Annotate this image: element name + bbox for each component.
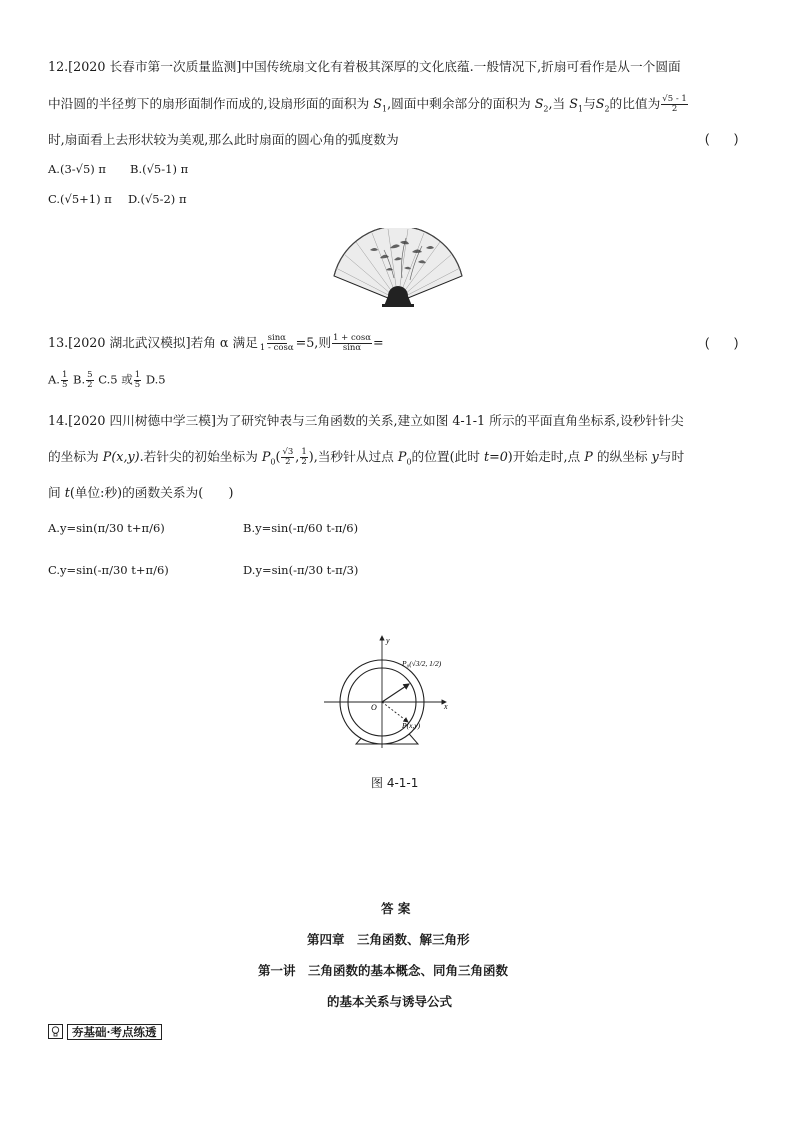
q12-line2-c: ,当 [548, 96, 570, 111]
q13-stem-c: = [372, 335, 384, 350]
t-equals-zero: t=0 [483, 449, 508, 464]
q13-given-numerator: sinα [267, 333, 286, 344]
q13-given-fraction [259, 334, 295, 353]
q14-line3-b: (单位:秒)的函数关系为( ) [69, 485, 234, 500]
q14-option-d: D.y=sin(-π/30 t-π/3) [243, 563, 359, 577]
q12-option-d: D.(√5-2) π [128, 192, 187, 206]
q13-answer-bracket: ( ) [705, 336, 739, 350]
p0-point-label: P₀(√3/2, 1/2) [402, 659, 442, 668]
p0-symbol: P [261, 449, 271, 464]
s1-subscript-2: 1 [577, 104, 584, 114]
q14-line2-d: 的位置(此时 [411, 449, 484, 464]
q13-stem [48, 332, 384, 353]
q12-line2-d: 与 [583, 96, 596, 111]
q14-line3-a: 间 [48, 485, 65, 500]
q13-option-d: D.5 [145, 372, 166, 387]
q13-target-denominator: sinα [342, 343, 362, 353]
q12-answer-bracket: ( ) [705, 132, 739, 146]
s1-symbol: S [373, 96, 382, 111]
p-symbol: P [584, 449, 593, 464]
section-tag [48, 1024, 162, 1039]
axis-y-label: y [386, 636, 390, 645]
q13-option-a-den: 5 [61, 379, 68, 390]
ratio-fraction [661, 95, 688, 114]
q14-line1: 14.[2020 四川树德中学三模]为了研究钟表与三角函数的关系,建立如图 4-1-1 所示的平面直角坐标系,设秒针针尖 [48, 413, 684, 428]
q13-option-b-den: 2 [87, 379, 93, 390]
q13-option-c-num: 1 [134, 370, 141, 380]
q12-line2-b: ,圆面中剩余部分的面积为 [387, 96, 535, 111]
q13-stem-b: =5,则 [295, 335, 332, 350]
q14-line3 [48, 482, 233, 501]
q13-option-c-den: 5 [134, 379, 141, 390]
s2-subscript-2: 2 [604, 104, 610, 114]
q14-option-a: A.y=sin(π/30 t+π/6) [48, 521, 165, 535]
q12-option-a: A.(3-√5) π [48, 162, 106, 176]
q13-target-numerator: 1 + cosα [333, 333, 371, 344]
ratio-denominator: 2 [671, 104, 678, 114]
q12-option-c: C.(√5+1) π [48, 192, 112, 206]
p0-y-num: 1 [301, 447, 307, 458]
q12-line2-a: 中沿圆的半径剪下的扇形面制作而成的,设扇形面的面积为 [48, 96, 374, 111]
q12-line1: 12.[2020 长春市第一次质量监测]中国传统扇文化有着极其深厚的文化底蕴.一般情况下,折扇可看作是从一个圆面 [48, 59, 681, 74]
q12-option-b: B.(√5-1) π [130, 162, 189, 176]
q14-line2-f: 的纵坐标 [592, 449, 652, 464]
q13-option-a: A. [48, 372, 60, 387]
answers-title: 答 案 [381, 901, 411, 916]
s2-symbol-2: S [595, 96, 605, 111]
q14-line2-c: ,当秒针从过点 [313, 449, 398, 464]
origin-label: O [371, 703, 377, 712]
folding-fan-illustration [330, 228, 466, 308]
p0-subscript: 0 [270, 457, 276, 467]
p0-y-fraction [300, 448, 307, 467]
q13-options [48, 371, 166, 390]
q13-stem-a: 13.[2020 湖北武汉模拟]若角 α 满足 [48, 335, 258, 350]
q14-option-c: C.y=sin(-π/30 t+π/6) [48, 563, 169, 577]
lecture-title-line1: 第一讲 三角函数的基本概念、同角三角函数 [258, 963, 509, 978]
q14-line2: 的坐标为 P(x,y).若针尖的初始坐标为 $P_0$( $\frac{√3}{2}$ , $\frac{1}{2}$ ),当秒针从过点 $P_0$的位置(此时 t=0)开始走时,点 P 的纵坐标 y与时 [48, 447, 685, 467]
clock-coordinate-figure [318, 630, 458, 750]
q13-option-b: B. [73, 372, 86, 387]
p0-x-num: √3 [282, 447, 294, 458]
p-point-label: P(x,y) [402, 721, 421, 730]
q14-line2-e: )开始走时,点 [507, 449, 585, 464]
figure-caption: 图 4-1-1 [371, 776, 419, 790]
p0-subscript-2: 0 [406, 457, 412, 467]
p0-x-den: 2 [285, 457, 291, 467]
point-pxy: P(x,y) [102, 449, 140, 464]
q13-option-c-fraction [134, 371, 141, 390]
q14-line2-a: 的坐标为 [48, 449, 103, 464]
y-symbol: y [651, 449, 659, 464]
q13-option-a-fraction [61, 371, 68, 390]
lightbulb-icon [48, 1024, 63, 1039]
p0-x-fraction [281, 448, 294, 467]
s2-subscript: 2 [543, 104, 549, 114]
q14-option-b: B.y=sin(-π/60 t-π/6) [243, 521, 359, 535]
q13-option-a-num: 1 [61, 370, 68, 380]
q13-option-b-fraction [86, 371, 93, 390]
q13-option-c: C.5 或 [98, 372, 133, 387]
s2-symbol: S [534, 96, 544, 111]
s1-symbol-2: S [569, 96, 578, 111]
s1-subscript: 1 [381, 104, 388, 114]
axis-x-label: x [444, 702, 448, 711]
section-tag-label: 夯基础·考点练透 [67, 1024, 162, 1040]
q13-given-denominator: 1 - cosα [259, 343, 294, 353]
p0-y-den: 2 [301, 457, 307, 467]
chapter-title: 第四章 三角函数、解三角形 [307, 932, 470, 947]
q13-target-fraction [332, 334, 372, 353]
q12-line2 [48, 93, 689, 114]
q12-line2-e: 的比值为 [609, 96, 661, 111]
q12-line3: 时,扇面看上去形状较为美观,那么此时扇面的圆心角的弧度数为 [48, 132, 399, 147]
lecture-title-line2: 的基本关系与诱导公式 [327, 994, 453, 1009]
t-symbol: t [64, 485, 70, 500]
q14-line2-b: .若针尖的初始坐标为 [139, 449, 262, 464]
p0-symbol-2: P [397, 449, 407, 464]
ratio-numerator: √5 - 1 [662, 94, 687, 105]
q14-line2-g: 与时 [658, 449, 685, 464]
q13-option-b-num: 5 [87, 370, 93, 380]
